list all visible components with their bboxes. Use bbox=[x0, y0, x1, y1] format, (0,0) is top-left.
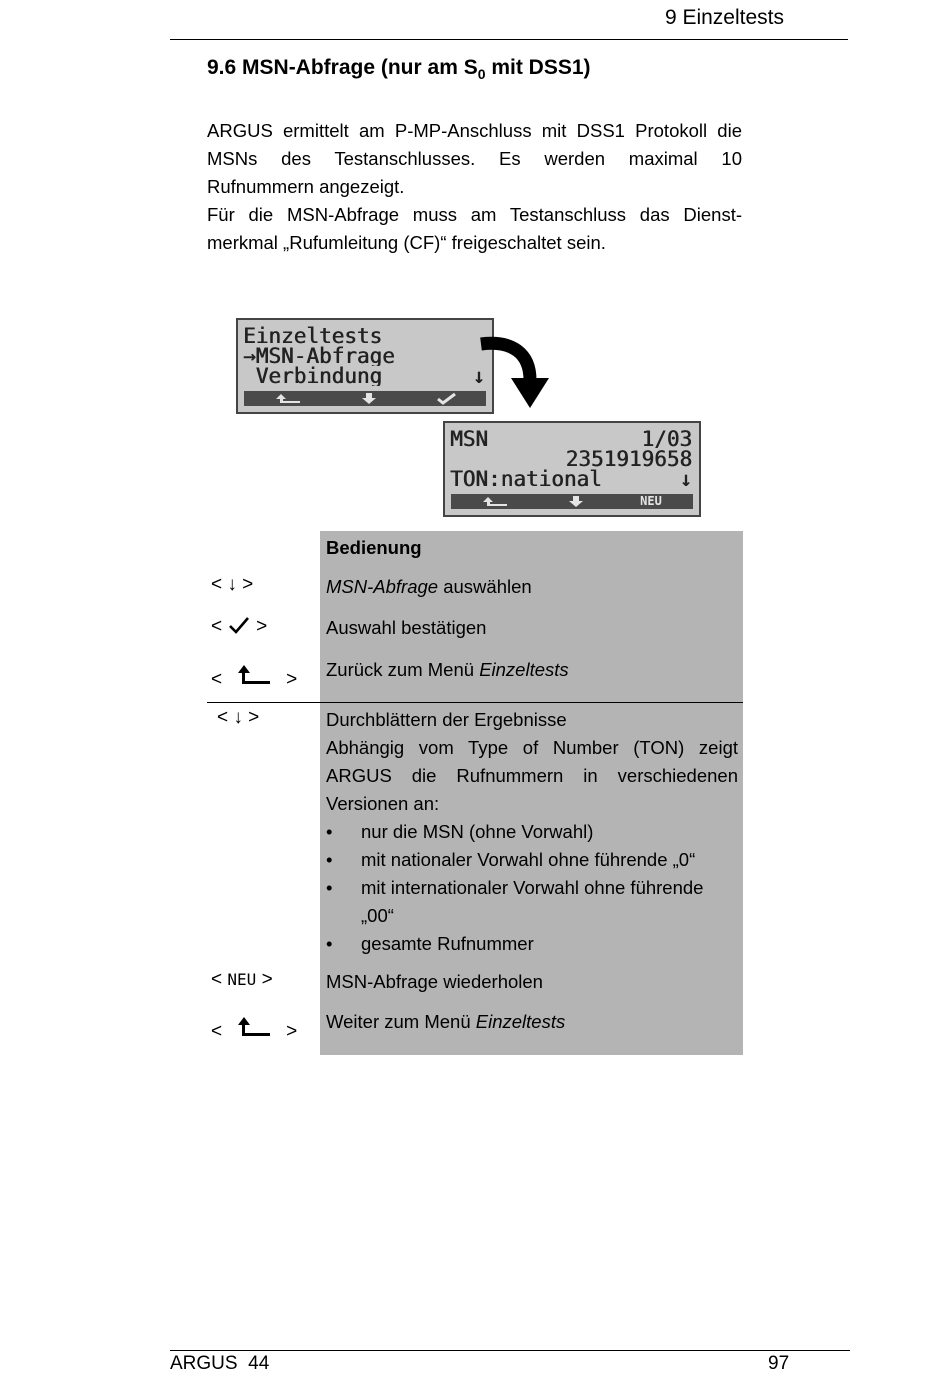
neu-softkey[interactable]: NEU bbox=[640, 494, 662, 508]
lcd-line-1: MSN 1/03 bbox=[450, 429, 692, 449]
down-arrow-icon: ↓ bbox=[679, 469, 692, 489]
table-divider bbox=[207, 702, 743, 703]
intro-paragraph-2: Für die MSN-Abfrage muss am Testanschluss das Dienst-merkmal „Rufumleitung (CF)“ freigeschaltet sein. bbox=[207, 204, 742, 253]
op-desc: Auswahl bestätigen bbox=[326, 617, 487, 638]
check-icon bbox=[228, 616, 250, 634]
lcd-display-menu bbox=[236, 318, 494, 414]
back-icon[interactable] bbox=[264, 391, 314, 406]
lcd-display-result bbox=[443, 421, 701, 517]
lcd-line-2: →MSN-Abfrage bbox=[243, 346, 395, 366]
check-icon[interactable] bbox=[422, 391, 472, 406]
back-icon bbox=[236, 1016, 274, 1038]
key-back: < > bbox=[211, 664, 297, 691]
footer-product: ARGUS 44 bbox=[170, 1353, 270, 1374]
section-title: 9.6 MSN-Abfrage (nur am $S_0$ mit DSS1) bbox=[207, 56, 591, 82]
header-rule bbox=[170, 39, 848, 40]
op-desc: MSN-Abfrage auswählen bbox=[326, 576, 532, 597]
down-arrow-icon: ↓ bbox=[472, 366, 485, 386]
intro-paragraph-1: ARGUS ermittelt am P-MP-Anschluss mit DSS1 Protokoll die MSNs des Testanschlusses. Es werden maximal 10 Rufnummern angezeigt. bbox=[207, 120, 742, 197]
op-desc-browse: Durchblättern der Ergebnisse Abhängig vom Type of Number (TON) zeigt ARGUS die Rufnummern in verschiedenen Versionen an: • nur die MSN (ohne Vorwahl) • mit nationaler Vorwahl ohne führende „0“ • mit internationaler Vorwahl ohne führende „00“ • gesamte Rufnummer bbox=[326, 706, 738, 958]
list-item: • mit internationaler Vorwahl ohne führende „00“ bbox=[326, 877, 704, 926]
key-down: < ↓ > bbox=[211, 574, 254, 595]
op-desc: MSN-Abfrage wiederholen bbox=[326, 971, 543, 992]
key-neu: < NEU > bbox=[211, 969, 273, 990]
lcd-softkey-bar bbox=[451, 494, 693, 509]
list-item: • nur die MSN (ohne Vorwahl) bbox=[326, 821, 594, 842]
key-check: < > bbox=[211, 616, 268, 637]
key-down: < ↓ > bbox=[217, 707, 260, 728]
down-icon[interactable] bbox=[551, 494, 601, 509]
table-heading: Bedienung bbox=[326, 537, 422, 558]
lcd-line-3: TON:national ↓ bbox=[450, 469, 692, 489]
lcd-line-2: 2351919658 bbox=[565, 449, 692, 469]
intro-text bbox=[207, 117, 742, 257]
op-desc: Weiter zum Menü Einzeltests bbox=[326, 1011, 566, 1032]
footer-rule bbox=[170, 1350, 850, 1351]
chapter-header: 9 Einzeltests bbox=[664, 6, 784, 29]
curved-arrow-icon bbox=[478, 336, 554, 412]
op-desc: Zurück zum Menü Einzeltests bbox=[326, 659, 569, 680]
page-number: 97 bbox=[768, 1353, 790, 1374]
lcd-line-1: Einzeltests bbox=[243, 326, 383, 346]
down-icon[interactable] bbox=[344, 391, 394, 406]
lcd-softkey-bar bbox=[244, 391, 486, 406]
list-item: • gesamte Rufnummer bbox=[326, 933, 534, 954]
back-icon[interactable] bbox=[471, 494, 521, 509]
lcd-line-3: Verbindung ↓ bbox=[243, 366, 485, 386]
list-item: • mit nationaler Vorwahl ohne führende „0“ bbox=[326, 849, 696, 870]
back-icon bbox=[236, 664, 274, 686]
key-back: < > bbox=[211, 1016, 297, 1043]
